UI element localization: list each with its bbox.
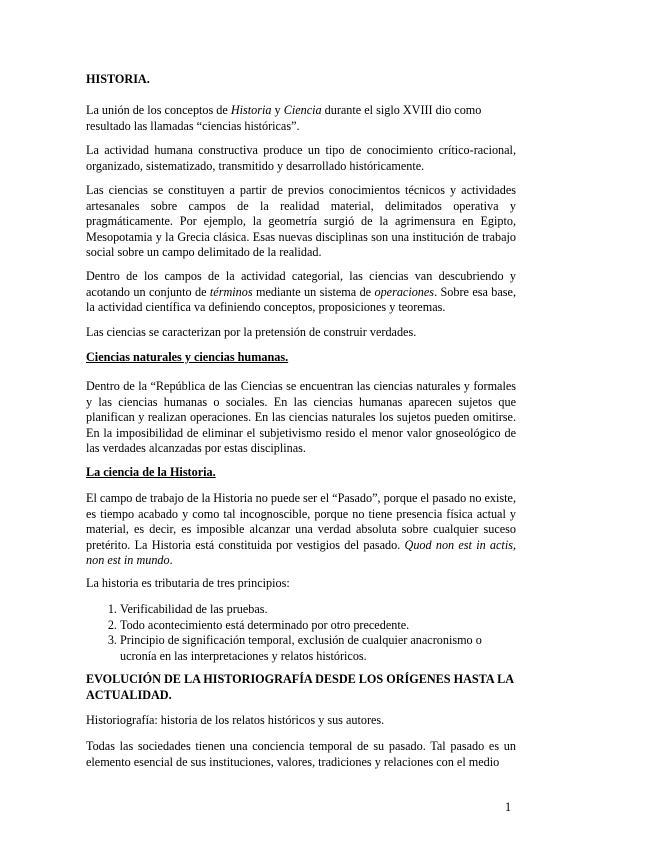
paragraph-5: Las ciencias se caracterizan por la pretensión de construir verdades. — [86, 325, 417, 339]
italic-term-historia: Historia — [230, 103, 272, 117]
section-heading-evolucion: EVOLUCIÓN DE LA HISTORIOGRAFÍA DESDE LOS ORÍGENES HASTA LA ACTUALIDAD. — [86, 672, 514, 702]
paragraph-3: Las ciencias se constituyen a partir de previos conocimientos técnicos y actividades artesanales sobre campos de la realidad material, delimitados operativa y pragmáticamente. Por ejemplo, la geometría surgió de la agrimensura en Egipto, Mesopotamia y la Grecia clásica. Esas nuevas disciplinas son una institución de trabajo social sobre un campo delimitado de la realidad. — [86, 183, 516, 260]
text-run: mediante un sistema de — [252, 284, 375, 299]
section-heading-ciencias: Ciencias naturales y ciencias humanas. — [86, 350, 289, 364]
text-run: y — [271, 103, 284, 117]
paragraph-4 — [86, 269, 516, 316]
paragraph-10: Todas las sociedades tienen una conciencia temporal de su pasado. Tal pasado es un elemento esencial de sus instituciones, valores, tradiciones y relaciones con el medio — [86, 739, 516, 769]
paragraph-2: La actividad humana constructiva produce un tipo de conocimiento crítico-racional, organizado, sistematizado, transmitido y desarrollado históricamente. — [86, 143, 516, 173]
principles-list — [86, 602, 516, 664]
paragraph-8: La historia es tributaria de tres principios: — [86, 576, 290, 590]
text-run: El campo de trabajo de la Historia no puede ser el “Pasado”, porque el pasado no existe, es tiempo acabado y como tal incognoscible, porque no tiene presencia física actual y material, es decir, es imposible alcanzar una verdad absoluta sobre cualquier suceso pretérito. La Historia está constituida por vestigios del pasado. — [86, 491, 516, 552]
italic-term-operaciones: operaciones — [374, 284, 435, 299]
paragraph-6: Dentro de la “República de las Ciencias se encuentran las ciencias naturales y formales y las ciencias humanas o sociales. En las ciencias humanas aparecen sujetos que planifican y realizan operaciones. En las ciencias naturales los sujetos pueden omitirse. En la imposibilidad de eliminar el subjetivismo resido el menor valor gnoseológico de las verdades alcanzadas por estas disciplinas. — [86, 379, 516, 456]
text-run: . Sobre esa base, la actividad científica va definiendo conceptos, proposiciones y teoremas. — [86, 284, 516, 315]
list-item: 3. Principio de significación temporal, exclusión de cualquier anacronismo o ucronía en las interpretaciones y relatos históricos. — [120, 633, 516, 664]
document-title: HISTORIA. — [86, 72, 150, 86]
latin-quote: Quod non est in actis, non est in mundo — [86, 537, 516, 568]
italic-term-terminos: términos — [209, 284, 253, 299]
paragraph-9: Historiografía: historia de los relatos históricos y sus autores. — [86, 713, 385, 727]
list-item: 2. Todo acontecimiento está determinado por otro precedente. — [120, 618, 516, 634]
list-item: 1. Verificabilidad de las pruebas. — [120, 602, 516, 618]
text-run: La unión de los conceptos de — [86, 103, 231, 117]
section-heading-ciencia-historia: La ciencia de la Historia. — [86, 465, 216, 479]
page-number: 1 — [505, 800, 512, 814]
text-run: durante el siglo XVIII dio como resultado las llamadas “ciencias históricas”. — [86, 103, 482, 133]
paragraph-1 — [86, 103, 516, 134]
text-run: Dentro de los campos de la actividad categorial, las ciencias van descubriendo y acotando un conjunto de — [86, 269, 516, 299]
paragraph-7 — [86, 491, 516, 569]
italic-term-ciencia: Ciencia — [283, 103, 322, 117]
text-run: . — [169, 553, 173, 568]
